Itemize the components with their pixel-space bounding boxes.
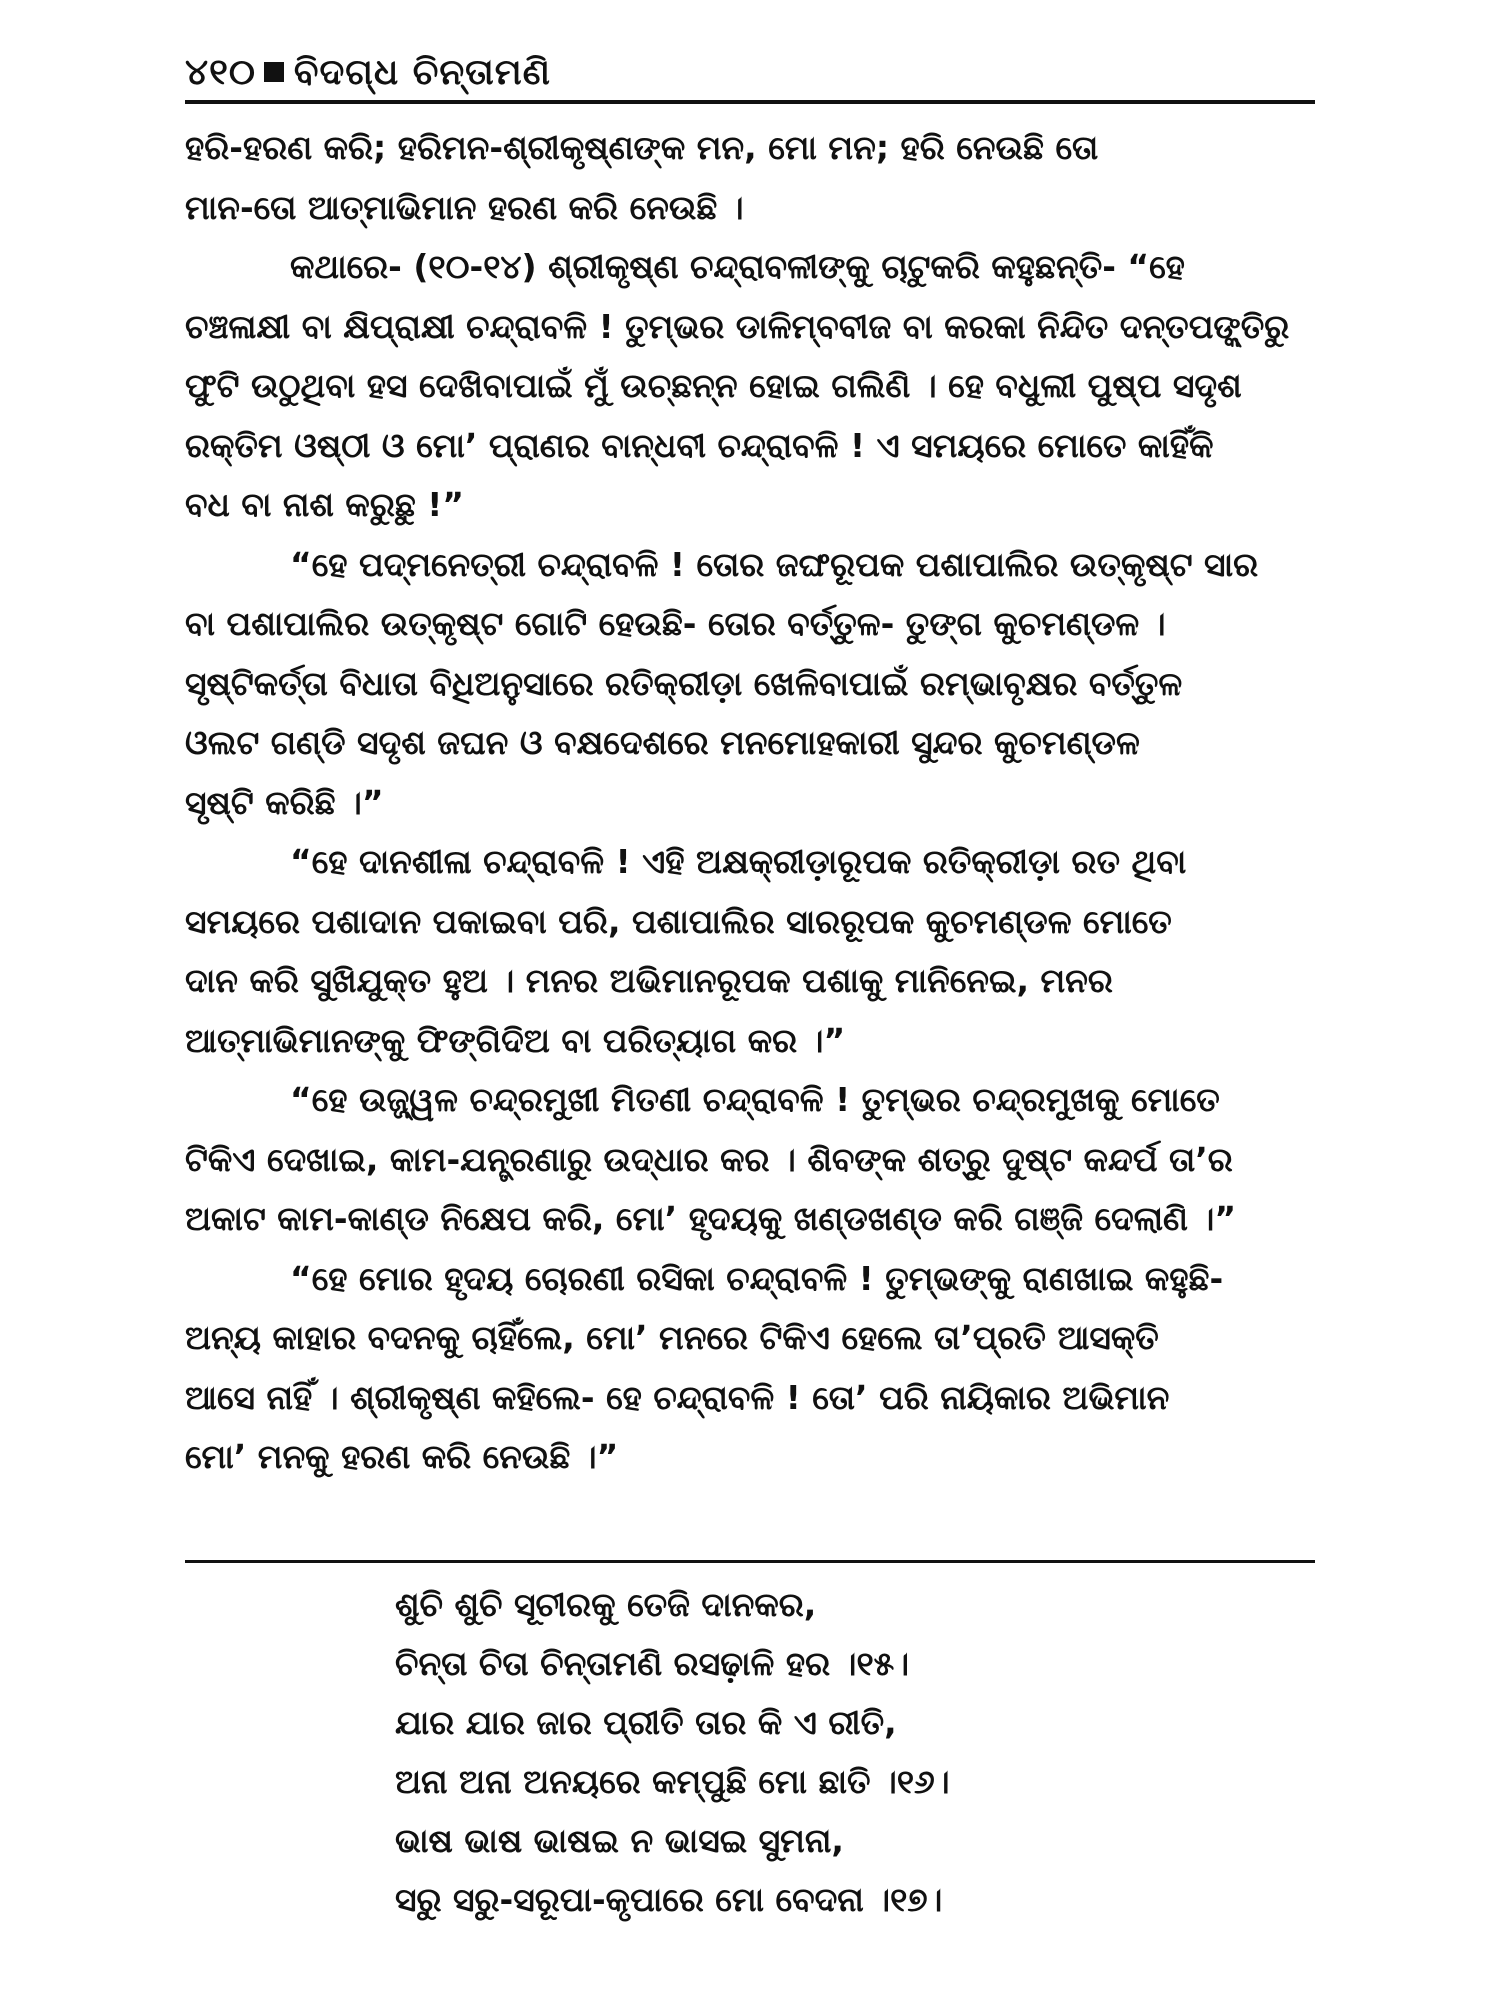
text-line: ହରି-ହରଣ କରି; ହରିମନ-ଶ୍ରୀକୃଷ୍ଣଙ୍କ ମନ, ମୋ ମନ; ହରି ନେଉଛି ତୋ xyxy=(185,128,1099,167)
text-line: ଚଞ୍ଚଳାକ୍ଷୀ ବା କ୍ଷିପ୍ରାକ୍ଷୀ ଚନ୍ଦ୍ରାବଳି ! ତୁମ୍ଭର ଡାଳିମ୍ବବୀଜ ବା କରକା ନିନ୍ଦିତ ଦନ୍ତପଙ୍କ୍ତିରୁ xyxy=(185,306,1290,346)
verse-block xyxy=(395,1575,950,1929)
text-line: ବଧ ବା ନାଶ କରୁଛୁ !” xyxy=(185,485,464,524)
section-divider xyxy=(185,1560,1315,1563)
verse-line: ଅନା ଅନା ଅନୟରେ କମ୍ପୁଛି ମୋ ଛାତି ।୧୬। xyxy=(395,1762,950,1801)
running-head xyxy=(185,52,551,94)
text-line: ଫୁଟି ଉଠୁଥିବା ହସ ଦେଖିବାପାଇଁ ମୁଁ ଉଚ୍ଛନ୍ନ ହୋଇ ଗଲିଣି । ହେ ବଧୁଲୀ ପୁଷ୍ପ ସଦୃଶ xyxy=(185,366,1242,405)
verse-line: ସରୁ ସରୁ-ସରୂପା-କୃପାରେ ମୋ ବେଦନା ।୧୭। xyxy=(395,1880,943,1919)
text-line: ମାନ-ତୋ ଆତ୍ମାଭିମାନ ହରଣ କରି ନେଉଛି । xyxy=(185,187,744,227)
text-line: ବା ପଶାପାଲିର ଉତ୍କୃଷ୍ଟ ଗୋଟି ହେଉଛି- ତୋର ବର୍ତ୍ତୁଳ- ତୁଙ୍ଗ କୁଚମଣ୍ଡଳ । xyxy=(185,604,1166,643)
commentary-text xyxy=(185,118,1315,1487)
text-line: “ହେ ମୋର ହୃଦୟ ଚୋରଣୀ ରସିକା ଚନ୍ଦ୍ରାବଳି ! ତୁମ୍ଭଙ୍କୁ ରାଣଖାଇ କହୁଛି- xyxy=(290,1258,1224,1298)
header-rule xyxy=(185,100,1315,104)
verse-line: ଭାଷ ଭାଷ ଭାଷଇ ନ ଭାସଇ ସୁମନା, xyxy=(395,1821,844,1860)
text-line: ଦାନ କରି ସୁଖିଯୁକ୍ତ ହୁଅ । ମନର ଅଭିମାନରୂପକ ପଶାକୁ ମାନିନେଇ, ମନର xyxy=(185,961,1113,1000)
text-line: ଟିକିଏ ଦେଖାଇ, କାମ-ଯନ୍ତ୍ରଣାରୁ ଉଦ୍ଧାର କର । ଶିବଙ୍କ ଶତ୍ରୁ ଦୁଷ୍ଟ କନ୍ଦର୍ପ ତା’ର xyxy=(185,1139,1233,1179)
verse-line: ଯାର ଯାର ଜାର ପ୍ରୀତି ତାର କି ଏ ରୀତି, xyxy=(395,1703,897,1742)
text-line: ସୃଷ୍ଟିକର୍ତ୍ତା ବିଧାତା ବିଧିଅନୁସାରେ ରତିକ୍ରୀଡ଼ା ଖେଳିବାପାଇଁ ରମ୍ଭାବୃକ୍ଷର ବର୍ତ୍ତୁଳ xyxy=(185,663,1183,703)
text-line: ସୃଷ୍ଟି କରିଛି ।” xyxy=(185,782,384,822)
text-line: ଓଲଟ ଗଣ୍ଡି ସଦୃଶ ଜଘନ ଓ ବକ୍ଷଦେଶରେ ମନମୋହକାରୀ ସୁନ୍ଦର କୁଚମଣ୍ଡଳ xyxy=(185,723,1140,762)
text-line: “ହେ ଦାନଶୀଳା ଚନ୍ଦ୍ରାବଳି ! ଏହି ଅକ୍ଷକ୍ରୀଡ଼ାରୂପକ ରତିକ୍ରୀଡ଼ା ରତ ଥିବା xyxy=(290,842,1187,881)
text-line: ରକ୍ତିମ ଓଷ୍ଠୀ ଓ ମୋ’ ପ୍ରାଣର ବାନ୍ଧବୀ ଚନ୍ଦ୍ରାବଳି ! ଏ ସମୟରେ ମୋତେ କାହିଁକି xyxy=(185,425,1214,465)
verse-line: ଶୁଚି ଶୁଚି ସୂଚୀରକୁ ତେଜି ଦାନକର, xyxy=(395,1585,817,1624)
square-bullet-icon xyxy=(264,62,284,82)
text-line: କଥାରେ- (୧୦-୧୪) ଶ୍ରୀକୃଷ୍ଣ ଚନ୍ଦ୍ରାବଳୀଙ୍କୁ ଚାଟୁକରି କହୁଛନ୍ତି- “ହେ xyxy=(290,247,1185,286)
text-line: ମୋ’ ମନକୁ ହରଣ କରି ନେଉଛି ।” xyxy=(185,1437,619,1476)
text-line: ଅନ୍ୟ କାହାର ବଦନକୁ ଚାହିଁଲେ, ମୋ’ ମନରେ ଟିକିଏ ହେଲେ ତା’ପ୍ରତି ଆସକ୍ତି xyxy=(185,1318,1159,1357)
text-line: ସମୟରେ ପଶାଦାନ ପକାଇବା ପରି, ପଶାପାଲିର ସାରରୂପକ କୁଚମଣ୍ଡଳ ମୋତେ xyxy=(185,901,1172,941)
book-title: ବିଦଗ୍ଧ ଚିନ୍ତାମଣି xyxy=(293,52,551,93)
text-line: “ହେ ପଦ୍ମନେତ୍ରୀ ଚନ୍ଦ୍ରାବଳି ! ତୋର ଜଙ୍ଘରୂପକ ପଶାପାଲିର ଉତ୍କୃଷ୍ଟ ସାର xyxy=(290,544,1259,584)
text-line: “ହେ ଉଜ୍ଜ୍ୱଳ ଚନ୍ଦ୍ରମୁଖୀ ମିତଣୀ ଚନ୍ଦ୍ରାବଳି ! ତୁମ୍ଭର ଚନ୍ଦ୍ରମୁଖକୁ ମୋତେ xyxy=(290,1080,1220,1119)
text-line: ଆସେ ନାହିଁ । ଶ୍ରୀକୃଷ୍ଣ କହିଲେ- ହେ ଚନ୍ଦ୍ରାବଳି ! ତୋ’ ପରି ନାୟିକାର ଅଭିମାନ xyxy=(185,1377,1170,1417)
page-number: ୪୧୦ xyxy=(185,52,256,93)
verse-line: ଚିନ୍ତା ଚିତା ଚିନ୍ତାମଣି ରସଢ଼ାଳି ହର ।୧୫। xyxy=(395,1644,910,1683)
text-line: ଆତ୍ମାଭିମାନଙ୍କୁ ଫିଙ୍ଗିଦିଅ ବା ପରିତ୍ୟାଗ କର ।” xyxy=(185,1020,846,1060)
text-line: ଅକାଟ କାମ-କାଣ୍ଡ ନିକ୍ଷେପ କରି, ମୋ’ ହୃଦୟକୁ ଖଣ୍ଡଖଣ୍ଡ କରି ଗଞ୍ଜି ଦେଲାଣି ।” xyxy=(185,1199,1237,1238)
